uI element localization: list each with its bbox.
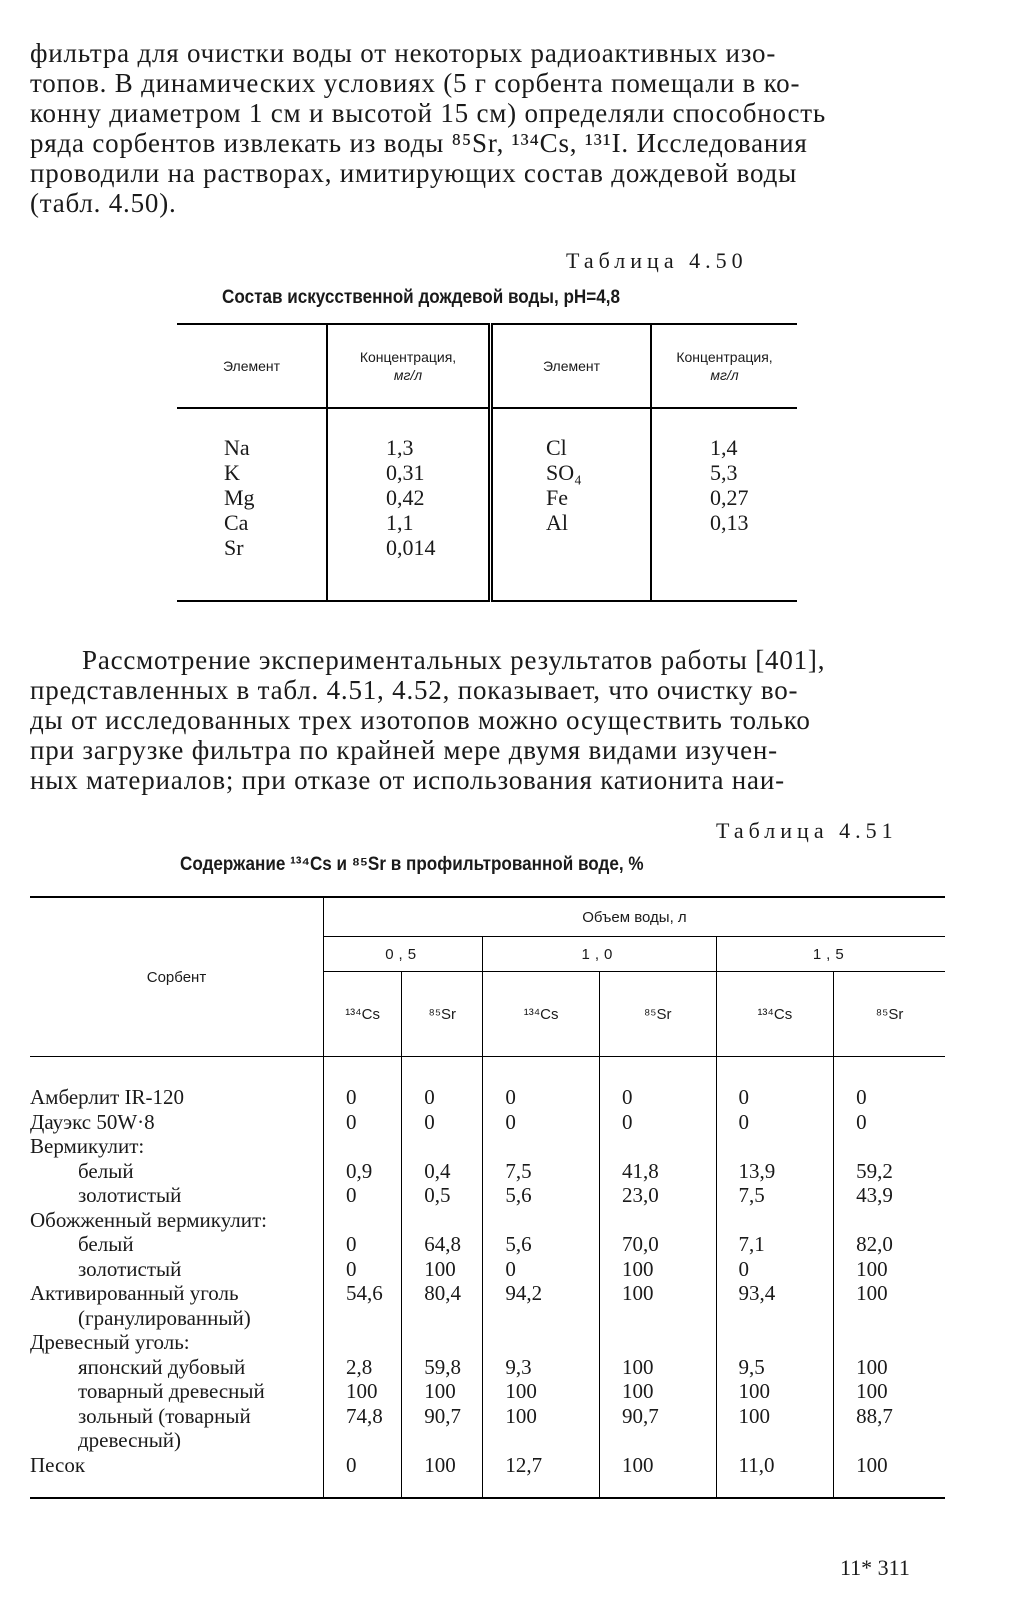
- text-line: (табл. 4.50).: [30, 188, 177, 218]
- value-cell: 23,0: [621, 1183, 659, 1207]
- value-cell: [739, 1330, 833, 1355]
- value-column: [483, 1057, 600, 1499]
- value-cell: 100: [505, 1379, 537, 1403]
- value-cell: 9,5: [738, 1354, 765, 1379]
- value-cell: 100: [424, 1379, 456, 1403]
- value-cell: 9,3: [505, 1354, 532, 1379]
- concentration-cell: 5,3: [710, 460, 738, 485]
- sorbent-list: [30, 1057, 323, 1499]
- value-cell: 12,7: [505, 1452, 543, 1477]
- value-cell: [505, 1134, 598, 1159]
- value-cell: 41,8: [621, 1158, 659, 1183]
- col-concentration-left: Концентрация, мг/л: [327, 324, 491, 408]
- element-cell: Na: [224, 435, 250, 460]
- table-4-51-caption: Таблица 4.51: [716, 818, 898, 843]
- value-cell: 0: [345, 1232, 357, 1256]
- table-4-51: [30, 896, 945, 1499]
- sorbent-label: товарный древесный: [78, 1379, 265, 1403]
- value-cell: 7,1: [738, 1232, 765, 1256]
- value-cell: 0,4: [424, 1158, 451, 1183]
- value-cell: [856, 1134, 944, 1159]
- value-cell: [856, 1208, 944, 1233]
- value-column: [599, 1057, 716, 1499]
- table-4-50: [177, 323, 797, 602]
- value-cell: 0: [856, 1109, 867, 1134]
- isotope-header: ¹³⁴Cs: [483, 972, 600, 1057]
- text-line: представленных в табл. 4.51, 4.52, показывает, что очистку во-: [30, 675, 799, 705]
- value-cell: 59,2: [856, 1158, 893, 1183]
- sorbent-label: Амберлит IR-120: [30, 1085, 185, 1109]
- value-column: [716, 1057, 834, 1499]
- value-cell: 74,8: [345, 1403, 383, 1428]
- value-cell: [346, 1134, 400, 1159]
- col-sorbent: Сорбент: [30, 897, 323, 1057]
- sorbent-label: Песок: [30, 1452, 86, 1477]
- value-cell: [622, 1134, 715, 1159]
- table-4-50-title: Состав искусственной дождевой воды, pH=4,8: [222, 287, 621, 308]
- value-cell: [424, 1306, 481, 1331]
- value-cell: 0: [345, 1183, 357, 1207]
- value-cell: 100: [505, 1403, 537, 1428]
- value-cell: 2,8: [345, 1354, 373, 1379]
- value-cell: 100: [856, 1354, 888, 1379]
- sorbent-label: белый: [78, 1158, 134, 1183]
- concentration-cell: 0,014: [386, 535, 436, 560]
- isotope-header: ⁸⁵Sr: [599, 972, 716, 1057]
- value-column: [323, 1057, 401, 1499]
- value-cell: [622, 1306, 715, 1331]
- value-cell: 11,0: [738, 1452, 775, 1477]
- sorbent-label: Активированный уголь: [30, 1281, 239, 1305]
- text-line: проводили на растворах, имитирующих состав дождевой воды: [30, 158, 798, 188]
- value-cell: [856, 1330, 944, 1355]
- value-cell: 7,5: [505, 1158, 532, 1183]
- value-column: [402, 1057, 483, 1499]
- value-cell: 0,5: [424, 1183, 451, 1207]
- isotope-header: ⁸⁵Sr: [402, 972, 483, 1057]
- text-line: фильтра для очистки воды от некоторых радиоактивных изо-: [30, 38, 777, 68]
- value-cell: 100: [856, 1379, 888, 1403]
- sorbent-label: древесный): [78, 1428, 182, 1452]
- sorbent-label: Вермикулит:: [30, 1134, 145, 1158]
- value-cell: [505, 1330, 598, 1355]
- value-cell: [739, 1208, 833, 1233]
- value-cell: 13,9: [738, 1158, 776, 1183]
- col-element-left: Элемент: [177, 324, 327, 408]
- value-cell: 0: [505, 1256, 516, 1281]
- value-cell: 100: [856, 1256, 888, 1281]
- paragraph-1: [30, 38, 945, 218]
- value-cell: 5,6: [505, 1232, 532, 1256]
- value-cell: [346, 1208, 400, 1233]
- value-cell: 54,6: [345, 1281, 383, 1305]
- text-line: Рассмотрение экспериментальных результатов работы [401],: [82, 645, 826, 675]
- value-cell: 100: [621, 1354, 654, 1379]
- value-cell: [739, 1306, 833, 1331]
- value-cell: 5,6: [505, 1183, 532, 1207]
- text-line: ных материалов; при отказе от использования катионита наи-: [30, 765, 785, 795]
- value-cell: 94,2: [505, 1281, 543, 1305]
- text-line: ряда сорбентов извлекать из воды ⁸⁵Sr, ¹³⁴Cs, ¹³¹I. Исследования: [30, 128, 808, 158]
- volume-header: 0,5: [323, 937, 482, 972]
- value-cell: [505, 1428, 598, 1453]
- value-cell: 90,7: [424, 1403, 461, 1428]
- text-line: при загрузке фильтра по крайней мере двумя видами изучен-: [30, 735, 778, 765]
- element-cell: Ca: [224, 510, 249, 535]
- value-cell: 100: [621, 1281, 654, 1305]
- sorbent-label: Древесный уголь:: [30, 1330, 190, 1354]
- value-column: [834, 1057, 945, 1499]
- value-cell: 80,4: [424, 1281, 461, 1305]
- value-cell: [424, 1330, 481, 1355]
- text-line: топов. В динамических условиях (5 г сорбента помещали в ко-: [30, 68, 801, 98]
- value-cell: 93,4: [738, 1281, 776, 1305]
- value-cell: [622, 1330, 715, 1355]
- values-left: [327, 408, 491, 601]
- page-number: 11* 311: [840, 1555, 910, 1580]
- value-cell: 0: [424, 1109, 435, 1134]
- value-cell: 100: [738, 1403, 771, 1428]
- isotope-header: ¹³⁴Cs: [323, 972, 401, 1057]
- value-cell: 59,8: [424, 1354, 461, 1379]
- sorbent-label: золотистый: [78, 1183, 182, 1207]
- value-cell: 0: [345, 1256, 357, 1281]
- sorbent-label: белый: [78, 1232, 134, 1256]
- value-cell: 90,7: [621, 1403, 659, 1428]
- table-4-51-title: Содержание ¹³⁴Cs и ⁸⁵Sr в профильтрованной воде, %: [180, 854, 644, 875]
- value-cell: 100: [621, 1256, 654, 1281]
- sorbent-label: (гранулированный): [78, 1305, 251, 1330]
- sorbent-label: Дауэкс 50W·8: [30, 1109, 155, 1134]
- text-line: ды от исследованных трех изотопов можно осуществить только: [30, 705, 811, 735]
- value-cell: 0: [738, 1085, 750, 1109]
- table-4-50-caption: Таблица 4.50: [566, 248, 748, 273]
- element-cell: Al: [546, 510, 568, 535]
- value-cell: [739, 1428, 833, 1453]
- value-cell: 88,7: [856, 1403, 893, 1428]
- value-cell: [739, 1134, 833, 1159]
- concentration-cell: 0,13: [710, 510, 749, 535]
- value-cell: [424, 1428, 481, 1453]
- value-cell: [622, 1208, 715, 1233]
- element-cell: Cl: [546, 435, 567, 460]
- value-cell: 0: [345, 1452, 357, 1477]
- value-cell: 100: [856, 1452, 888, 1477]
- isotope-header: ¹³⁴Cs: [716, 972, 834, 1057]
- volume-header: 1,0: [483, 937, 716, 972]
- volume-header: 1,5: [716, 937, 945, 972]
- concentration-cell: 1,1: [386, 510, 414, 535]
- value-cell: 100: [621, 1452, 654, 1477]
- value-cell: [505, 1306, 598, 1331]
- paragraph-2: [30, 645, 945, 795]
- value-cell: [346, 1330, 400, 1355]
- value-cell: 100: [424, 1452, 456, 1477]
- value-cell: [856, 1428, 944, 1453]
- element-cell: Mg: [224, 485, 255, 510]
- element-cell: Sr: [224, 535, 244, 560]
- value-cell: 100: [345, 1379, 378, 1403]
- element-cell: SO₄: [546, 460, 582, 485]
- value-cell: 0: [738, 1256, 750, 1281]
- value-cell: [424, 1134, 481, 1159]
- value-cell: 64,8: [424, 1232, 461, 1256]
- concentration-cell: 1,3: [386, 435, 414, 460]
- value-cell: 0: [345, 1085, 357, 1109]
- sorbent-label: золотистый: [78, 1256, 182, 1281]
- value-cell: [424, 1208, 481, 1233]
- value-cell: [505, 1208, 598, 1233]
- value-cell: 43,9: [856, 1183, 893, 1207]
- element-cell: Fe: [546, 485, 568, 510]
- value-cell: 100: [856, 1281, 888, 1305]
- value-cell: 0,9: [345, 1158, 373, 1183]
- value-cell: 70,0: [621, 1232, 659, 1256]
- value-cell: 7,5: [738, 1183, 765, 1207]
- col-concentration-right: Концентрация, мг/л: [651, 324, 797, 408]
- sorbent-label: Обожженный вермикулит:: [30, 1207, 267, 1232]
- text-line: конну диаметром 1 см и высотой 15 см) определяли способность: [30, 98, 826, 128]
- value-cell: 0: [738, 1109, 750, 1134]
- value-cell: 82,0: [856, 1232, 893, 1256]
- concentration-cell: 0,42: [386, 485, 425, 510]
- concentration-cell: 0,31: [386, 460, 425, 485]
- elements-right: [491, 408, 652, 601]
- value-cell: [346, 1306, 400, 1331]
- value-cell: 0: [424, 1085, 435, 1109]
- value-cell: 0: [345, 1109, 357, 1134]
- elements-left: [177, 408, 327, 601]
- isotope-header: ⁸⁵Sr: [834, 972, 945, 1057]
- col-element-right: Элемент: [491, 324, 652, 408]
- concentration-cell: 0,27: [710, 485, 749, 510]
- value-cell: 0: [621, 1109, 633, 1134]
- value-cell: 0: [505, 1085, 516, 1109]
- element-cell: K: [224, 460, 240, 485]
- values-right: [651, 408, 797, 601]
- value-cell: [622, 1428, 715, 1453]
- value-cell: [856, 1306, 944, 1331]
- value-cell: 100: [621, 1379, 654, 1403]
- value-cell: 0: [621, 1085, 633, 1109]
- value-cell: 0: [856, 1085, 867, 1109]
- sorbent-label: японский дубовый: [78, 1354, 246, 1379]
- value-cell: [346, 1428, 400, 1453]
- value-cell: 100: [424, 1256, 456, 1281]
- col-water-volume: Объем воды, л: [323, 897, 945, 937]
- sorbent-label: зольный (товарный: [78, 1403, 251, 1428]
- concentration-cell: 1,4: [710, 435, 738, 460]
- value-cell: 0: [505, 1109, 516, 1134]
- value-cell: 100: [738, 1379, 771, 1403]
